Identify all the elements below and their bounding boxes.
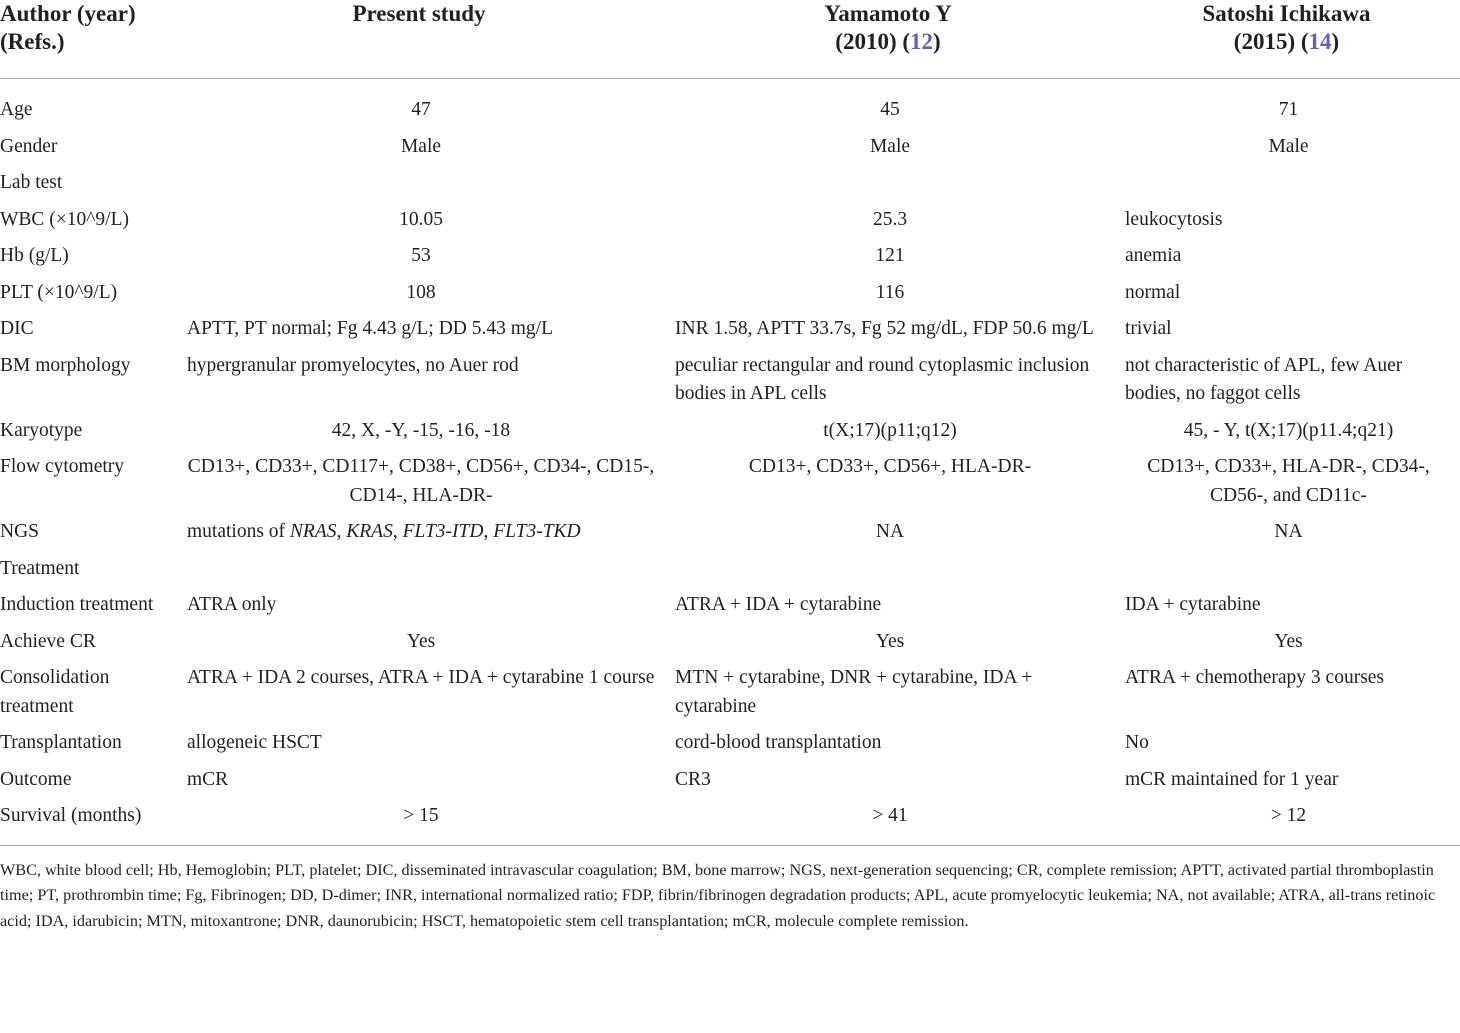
cell-present: 42, X, -Y, -15, -16, -18 [331, 419, 511, 441]
header-yamamoto [663, 0, 1113, 79]
cell-yamamoto: 121 [875, 245, 905, 266]
cell-ichikawa: NA [1274, 521, 1303, 542]
cell-present: ATRA + IDA 2 courses, ATRA + IDA + cytarabine 1 course [187, 667, 655, 688]
cell-present: ATRA only [187, 594, 277, 615]
table-row [0, 514, 1460, 551]
cell-yamamoto: 45 [880, 99, 900, 120]
cell-ichikawa: not characteristic of APL, few Auer bodies, no faggot cells [1125, 354, 1403, 404]
cell-present: > 15 [403, 805, 439, 826]
table-row [0, 449, 1460, 514]
table-row [0, 798, 1460, 845]
table-footnote: WBC, white blood cell; Hb, Hemoglobin; PLT, platelet; DIC, disseminated intravascular coagulation; BM, bone marrow; NGS, next-generation sequencing; CR, complete remission; APTT, activated partial thromboplastin time; PT, prothrombin time; Fg, Fibrinogen; DD, D-dimer; INR, international normalized ratio; FDP, fibrin/fibrinogen degradation products; APL, acute promyelocytic leukemia; NA, not available; ATRA, all-trans retinoic acid; IDA, idarubicin; MTN, mitoxantrone; DNR, daunorubicin; HSCT, hematopoietic stem cell transplantation; mCR, molecule complete remission. [0, 860, 1436, 930]
cell-yamamoto: peculiar rectangular and round cytoplasmic inclusion bodies in APL cells [675, 354, 1090, 404]
cell-ichikawa: ATRA + chemotherapy 3 courses [1125, 667, 1385, 688]
table-row [0, 202, 1460, 239]
row-label: Achieve CR [0, 630, 96, 652]
cell-yamamoto: t(X;17)(p11;q12) [823, 419, 957, 441]
cell-yamamoto: MTN + cytarabine, DNR + cytarabine, IDA + cytarabine [675, 667, 1033, 717]
table-row [0, 725, 1460, 762]
cell-yamamoto: > 41 [872, 805, 908, 826]
ngs-separator: , [392, 521, 403, 542]
cell-ichikawa: Male [1268, 135, 1309, 157]
cell-present: CD13+, CD33+, CD117+, CD38+, CD56+, CD34-, CD15-, CD14-, HLA-DR- [187, 456, 655, 506]
row-label: Survival (months) [0, 805, 142, 826]
table-row [0, 275, 1460, 312]
table-row [0, 311, 1460, 348]
row-label: Age [0, 99, 33, 120]
cell-ichikawa: CD13+, CD33+, HLA-DR-, CD34-, CD56-, and CD11c- [1147, 456, 1430, 506]
row-label: Induction treatment [0, 594, 154, 615]
cell-ichikawa: No [1125, 732, 1149, 753]
cell-present [175, 514, 663, 551]
ngs-prefix: mutations of [187, 521, 290, 542]
header-present-study: Present study [175, 0, 663, 79]
gene-nras-kras: NRAS, KRAS [289, 521, 393, 542]
header-ichikawa-name: Satoshi Ichikawa [1202, 1, 1371, 26]
cell-present [175, 551, 663, 588]
cell-yamamoto [663, 551, 1113, 588]
cell-present: 108 [406, 281, 436, 303]
row-label: NGS [0, 521, 40, 542]
row-label: Treatment [0, 557, 80, 579]
cell-present [175, 165, 663, 202]
cell-ichikawa: trivial [1125, 318, 1172, 339]
cell-ichikawa: leukocytosis [1125, 208, 1223, 230]
table-row [0, 413, 1460, 450]
cell-yamamoto: CD13+, CD33+, CD56+, HLA-DR- [748, 456, 1032, 477]
cell-present: Yes [406, 630, 436, 652]
table-header [0, 0, 1460, 79]
cell-ichikawa: 71 [1278, 99, 1299, 120]
cell-ichikawa: anemia [1125, 245, 1182, 266]
header-ichikawa-year: (2015) ( [1233, 29, 1309, 54]
cell-yamamoto: CR3 [675, 768, 711, 790]
header-author-year: Author (year) (Refs.) [0, 0, 175, 79]
cell-ichikawa: 45, - Y, t(X;17)(p11.4;q21) [1183, 419, 1394, 441]
row-label: Outcome [0, 768, 72, 790]
cell-yamamoto: Male [869, 135, 911, 157]
cell-yamamoto: cord-blood transplantation [675, 732, 882, 753]
cell-yamamoto: NA [875, 521, 905, 542]
row-label: Gender [0, 135, 58, 157]
table-row [0, 624, 1460, 661]
table-row [0, 587, 1460, 624]
header-row [0, 0, 1460, 79]
table-row [0, 79, 1460, 129]
reference-link-14[interactable]: 14 [1308, 29, 1332, 54]
cell-yamamoto [663, 165, 1113, 202]
cell-yamamoto: Yes [875, 630, 905, 652]
cell-ichikawa: Yes [1274, 630, 1303, 652]
cell-present: hypergranular promyelocytes, no Auer rod [187, 354, 519, 376]
row-label: Consolidation treatment [0, 667, 110, 717]
row-label: Karyotype [0, 419, 83, 441]
ngs-separator: , [483, 521, 494, 542]
cell-ichikawa: mCR maintained for 1 year [1125, 768, 1339, 790]
row-label: BM morphology [0, 354, 131, 376]
header-yamamoto-close: ) [933, 29, 941, 54]
cell-present: 47 [411, 99, 431, 120]
cell-yamamoto: 25.3 [872, 208, 908, 230]
table-row [0, 238, 1460, 275]
row-label: Transplantation [0, 732, 122, 753]
cell-present: mCR [187, 768, 229, 790]
header-yamamoto-year: (2010) ( [835, 29, 911, 54]
table-row [0, 551, 1460, 588]
gene-flt3-itd: FLT3-ITD [402, 521, 484, 542]
table-row [0, 129, 1460, 166]
cell-present: Male [400, 135, 442, 157]
cell-ichikawa: > 12 [1270, 805, 1307, 826]
row-label: WBC (×10^9/L) [0, 208, 130, 230]
cell-ichikawa: IDA + cytarabine [1125, 594, 1261, 615]
cell-yamamoto: ATRA + IDA + cytarabine [675, 594, 882, 615]
row-label: DIC [0, 318, 34, 339]
row-label: Lab test [0, 172, 63, 193]
header-ichikawa [1113, 0, 1460, 79]
table-row [0, 165, 1460, 202]
row-label: Flow cytometry [0, 456, 125, 477]
table-row [0, 762, 1460, 799]
cell-present: 10.05 [399, 208, 443, 230]
cell-present: APTT, PT normal; Fg 4.43 g/L; DD 5.43 mg/L [187, 318, 553, 339]
cell-ichikawa: normal [1125, 281, 1181, 303]
table-body [0, 79, 1460, 845]
header-yamamoto-name: Yamamoto Y [824, 1, 952, 26]
cell-yamamoto: 116 [875, 281, 905, 303]
cell-ichikawa [1113, 551, 1460, 588]
reference-link-12[interactable]: 12 [910, 29, 934, 54]
gene-flt3-tkd: FLT3-TKD [493, 521, 581, 542]
header-ichikawa-close: ) [1331, 29, 1340, 54]
cell-yamamoto: INR 1.58, APTT 33.7s, Fg 52 mg/dL, FDP 50.6 mg/L [675, 318, 1094, 339]
cell-present: allogeneic HSCT [187, 732, 322, 753]
table-row [0, 348, 1460, 413]
row-label: PLT (×10^9/L) [0, 281, 118, 303]
cell-present: 53 [411, 245, 431, 266]
row-label: Hb (g/L) [0, 245, 69, 266]
table-row [0, 660, 1460, 725]
cell-ichikawa [1113, 165, 1460, 202]
